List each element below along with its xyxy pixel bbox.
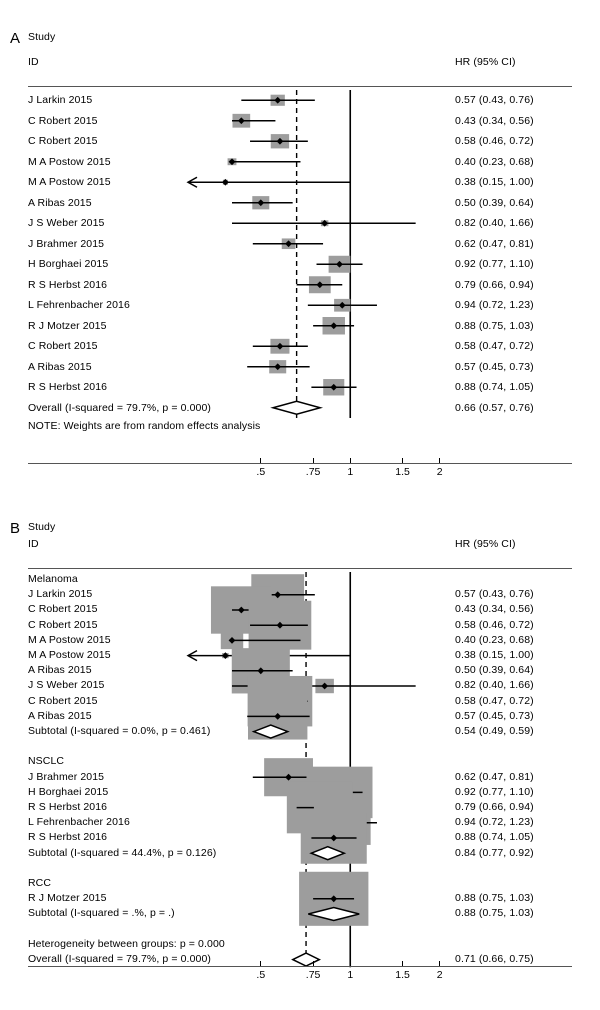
hr-ci-value: 0.88 (0.75, 1.03) [455, 319, 534, 332]
axis-tick-label: 2 [436, 466, 443, 478]
panel-b-header-hr: HR (95% CI) [455, 538, 516, 550]
hr-ci-value: 0.82 (0.40, 1.66) [455, 679, 534, 692]
axis-tick [439, 458, 440, 463]
panel-a-axis-rule [28, 463, 572, 464]
study-label: H Borghaei 2015 [28, 785, 109, 798]
study-label: J S Weber 2015 [28, 679, 105, 692]
panel-a-header-study: Study [28, 31, 56, 43]
subtotal-label: Subtotal (I-squared = .%, p = .) [28, 907, 175, 920]
overall-diamond [293, 953, 319, 966]
hr-ci-value: 0.50 (0.39, 0.64) [455, 664, 534, 677]
panel-b-plot [0, 572, 600, 973]
hr-ci-value: 0.57 (0.45, 0.73) [455, 709, 534, 722]
hr-ci-value: 0.58 (0.47, 0.72) [455, 694, 534, 707]
panel-a-letter: A [10, 30, 21, 47]
hr-ci-value: 0.57 (0.43, 0.76) [455, 588, 534, 601]
panel-b-top-rule [28, 568, 572, 569]
study-label: J Brahmer 2015 [28, 237, 105, 250]
panel-a-plot [0, 90, 600, 424]
axis-tick-label: 1.5 [395, 969, 410, 981]
axis-tick [402, 961, 403, 966]
hr-ci-value: 0.62 (0.47, 0.81) [455, 237, 534, 250]
study-label: J Larkin 2015 [28, 588, 93, 601]
hr-ci-value: 0.62 (0.47, 0.81) [455, 770, 534, 783]
hr-ci-value: 0.92 (0.77, 1.10) [455, 785, 534, 798]
hr-ci-value: 0.43 (0.34, 0.56) [455, 114, 534, 127]
hr-ci-value: 0.43 (0.34, 0.56) [455, 603, 534, 616]
study-label: R S Herbst 2016 [28, 278, 108, 291]
axis-tick-label: 1 [347, 969, 354, 981]
study-label: R S Herbst 2016 [28, 381, 108, 393]
hr-ci-value: 0.50 (0.39, 0.64) [455, 196, 534, 209]
panel-a-header-hr: HR (95% CI) [455, 56, 516, 68]
subgroup-label: RCC [28, 877, 52, 889]
hr-ci-value: 0.88 (0.75, 1.03) [455, 892, 534, 905]
axis-tick-label: .75 [305, 466, 321, 478]
hr-ci-value: 0.88 (0.75, 1.03) [455, 907, 534, 920]
study-label: H Borghaei 2015 [28, 258, 109, 270]
subgroup-label: NSCLC [28, 755, 65, 768]
subtotal-label: Subtotal (I-squared = 44.4%, p = 0.126) [28, 846, 217, 859]
study-label: R J Motzer 2015 [28, 892, 107, 905]
study-label: C Robert 2015 [28, 114, 98, 127]
panel-b-letter: B [10, 520, 21, 537]
axis-tick [350, 458, 351, 463]
study-label: J Larkin 2015 [28, 94, 93, 106]
study-label: A Ribas 2015 [28, 196, 92, 209]
axis-tick-label: 1.5 [395, 466, 410, 478]
study-label: J Brahmer 2015 [28, 770, 105, 783]
axis-tick-label: .5 [256, 466, 266, 478]
hr-ci-value: 0.94 (0.72, 1.23) [455, 299, 534, 311]
hr-ci-value: 0.88 (0.74, 1.05) [455, 381, 534, 393]
hr-ci-value: 0.57 (0.43, 0.76) [455, 94, 534, 106]
study-label: M A Postow 2015 [28, 155, 111, 168]
axis-tick [260, 961, 261, 966]
axis-tick [313, 961, 314, 966]
hr-ci-value: 0.54 (0.49, 0.59) [455, 725, 534, 737]
study-label: A Ribas 2015 [28, 664, 92, 677]
overall-label: Overall (I-squared = 79.7%, p = 0.000) [28, 953, 211, 965]
panel-b-axis-rule [28, 966, 572, 967]
hr-ci-value: 0.58 (0.47, 0.72) [455, 340, 534, 352]
study-label: J S Weber 2015 [28, 217, 105, 229]
hr-ci-value: 0.84 (0.77, 0.92) [455, 846, 534, 859]
panel-b-header-id: ID [28, 538, 39, 550]
panel-a-note: NOTE: Weights are from random effects analysis [28, 420, 261, 432]
study-label: M A Postow 2015 [28, 649, 111, 661]
study-label: C Robert 2015 [28, 694, 98, 707]
study-label: C Robert 2015 [28, 618, 98, 631]
study-label: M A Postow 2015 [28, 633, 111, 646]
hr-ci-value: 0.40 (0.23, 0.68) [455, 155, 534, 168]
overall-diamond [273, 401, 320, 414]
axis-tick [313, 458, 314, 463]
study-label: R S Herbst 2016 [28, 831, 108, 844]
study-label: C Robert 2015 [28, 135, 98, 147]
axis-tick-label: .75 [305, 969, 321, 981]
hr-ci-value: 0.71 (0.66, 0.75) [455, 953, 534, 965]
heterogeneity-label: Heterogeneity between groups: p = 0.000 [28, 937, 225, 950]
hr-ci-value: 0.38 (0.15, 1.00) [455, 649, 534, 661]
study-label: M A Postow 2015 [28, 176, 111, 188]
study-label: A Ribas 2015 [28, 709, 92, 722]
hr-ci-value: 0.79 (0.66, 0.94) [455, 801, 534, 813]
forest-panel-a [0, 0, 600, 500]
panel-a-header-id: ID [28, 56, 39, 68]
hr-ci-value: 0.58 (0.46, 0.72) [455, 135, 534, 147]
study-label: L Fehrenbacher 2016 [28, 816, 130, 829]
hr-ci-value: 0.82 (0.40, 1.66) [455, 217, 534, 229]
axis-tick [350, 961, 351, 966]
hr-ci-value: 0.40 (0.23, 0.68) [455, 633, 534, 646]
panel-b-header-study: Study [28, 521, 56, 533]
axis-tick-label: 2 [436, 969, 443, 981]
axis-tick [402, 458, 403, 463]
hr-ci-value: 0.92 (0.77, 1.10) [455, 258, 534, 270]
overall-label: Overall (I-squared = 79.7%, p = 0.000) [28, 401, 211, 414]
study-label: R J Motzer 2015 [28, 319, 107, 332]
hr-ci-value: 0.66 (0.57, 0.76) [455, 401, 534, 414]
study-label: C Robert 2015 [28, 603, 98, 616]
hr-ci-value: 0.58 (0.46, 0.72) [455, 618, 534, 631]
forest-panel-b [0, 500, 600, 1010]
subgroup-label: Melanoma [28, 573, 78, 585]
hr-ci-value: 0.57 (0.45, 0.73) [455, 360, 534, 373]
hr-ci-value: 0.79 (0.66, 0.94) [455, 278, 534, 291]
study-label: L Fehrenbacher 2016 [28, 299, 130, 311]
axis-tick [439, 961, 440, 966]
hr-ci-value: 0.88 (0.74, 1.05) [455, 831, 534, 844]
study-label: R S Herbst 2016 [28, 801, 108, 813]
study-label: C Robert 2015 [28, 340, 98, 352]
axis-tick-label: 1 [347, 466, 354, 478]
hr-ci-value: 0.94 (0.72, 1.23) [455, 816, 534, 829]
subtotal-label: Subtotal (I-squared = 0.0%, p = 0.461) [28, 725, 211, 737]
hr-ci-value: 0.38 (0.15, 1.00) [455, 176, 534, 188]
study-label: A Ribas 2015 [28, 360, 92, 373]
axis-tick-label: .5 [256, 969, 266, 981]
panel-a-top-rule [28, 86, 572, 87]
axis-tick [260, 458, 261, 463]
